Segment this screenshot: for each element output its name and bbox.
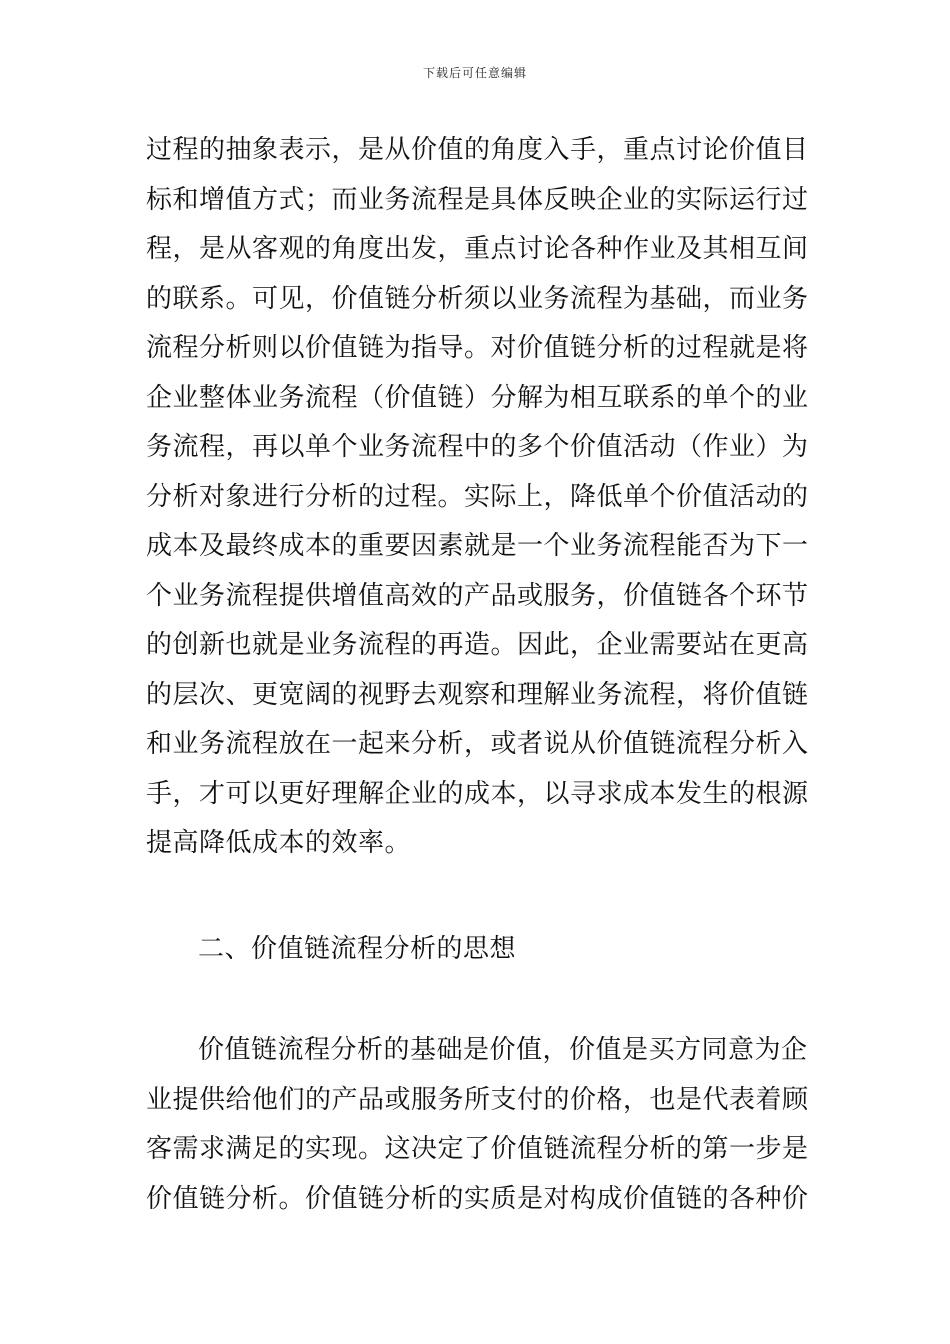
paragraph-line: 流程分析则以价值链为指导。对价值链分析的过程就是将 [146, 333, 809, 363]
header-note: 下载后可任意编辑 [422, 66, 527, 80]
paragraph-line: 的创新也就是业务流程的再造。因此，企业需要站在更高 [146, 630, 809, 660]
paragraph-line: 业提供给他们的产品或服务所支付的价格，也是代表着顾 [146, 1084, 809, 1115]
paragraph-line: 程，是从客观的角度出发，重点讨论各种作业及其相互间 [146, 234, 809, 264]
paragraph-line: 的层次、更宽阔的视野去观察和理解业务流程，将价值链 [146, 679, 809, 710]
paragraph-line: 务流程，再以单个业务流程中的多个价值活动（作业）为 [146, 432, 809, 462]
paragraph-line: 的联系。可见，价值链分析须以业务流程为基础，而业务 [146, 283, 809, 314]
paragraph-line: 手，才可以更好理解企业的成本，以寻求成本发生的根源 [146, 778, 809, 809]
section-heading: 二、价值链流程分析的思想 [198, 933, 517, 964]
paragraph-line: 价值链分析。价值链分析的实质是对构成价值链的各种价 [146, 1183, 809, 1214]
paragraph-line: 分析对象进行分析的过程。实际上，降低单个价值活动的 [146, 481, 809, 512]
spacer [146, 869, 810, 925]
paragraph-1 [146, 126, 810, 869]
paragraph-line: 提高降低成本的效率。 [146, 828, 412, 858]
paragraph-line: 标和增值方式；而业务流程是具体反映企业的实际运行过 [146, 184, 809, 215]
document-body [146, 126, 810, 1224]
paragraph-line: 企业整体业务流程（价值链）分解为相互联系的单个的业 [146, 382, 809, 413]
paragraph-line: 成本及最终成本的重要因素就是一个业务流程能否为下一 [146, 531, 809, 561]
paragraph-line: 价值链流程分析的基础是价值，价值是买方同意为企 [198, 1035, 808, 1065]
paragraph-2 [146, 1026, 810, 1224]
paragraph-line: 过程的抽象表示，是从价值的角度入手，重点讨论价值目 [146, 135, 809, 165]
paragraph-line: 个业务流程提供增值高效的产品或服务，价值链各个环节 [146, 580, 809, 611]
paragraph-line: 和业务流程放在一起来分析，或者说从价值链流程分析入 [146, 729, 809, 759]
paragraph-line: 客需求满足的实现。这决定了价值链流程分析的第一步是 [146, 1134, 809, 1164]
spacer [146, 974, 810, 1026]
